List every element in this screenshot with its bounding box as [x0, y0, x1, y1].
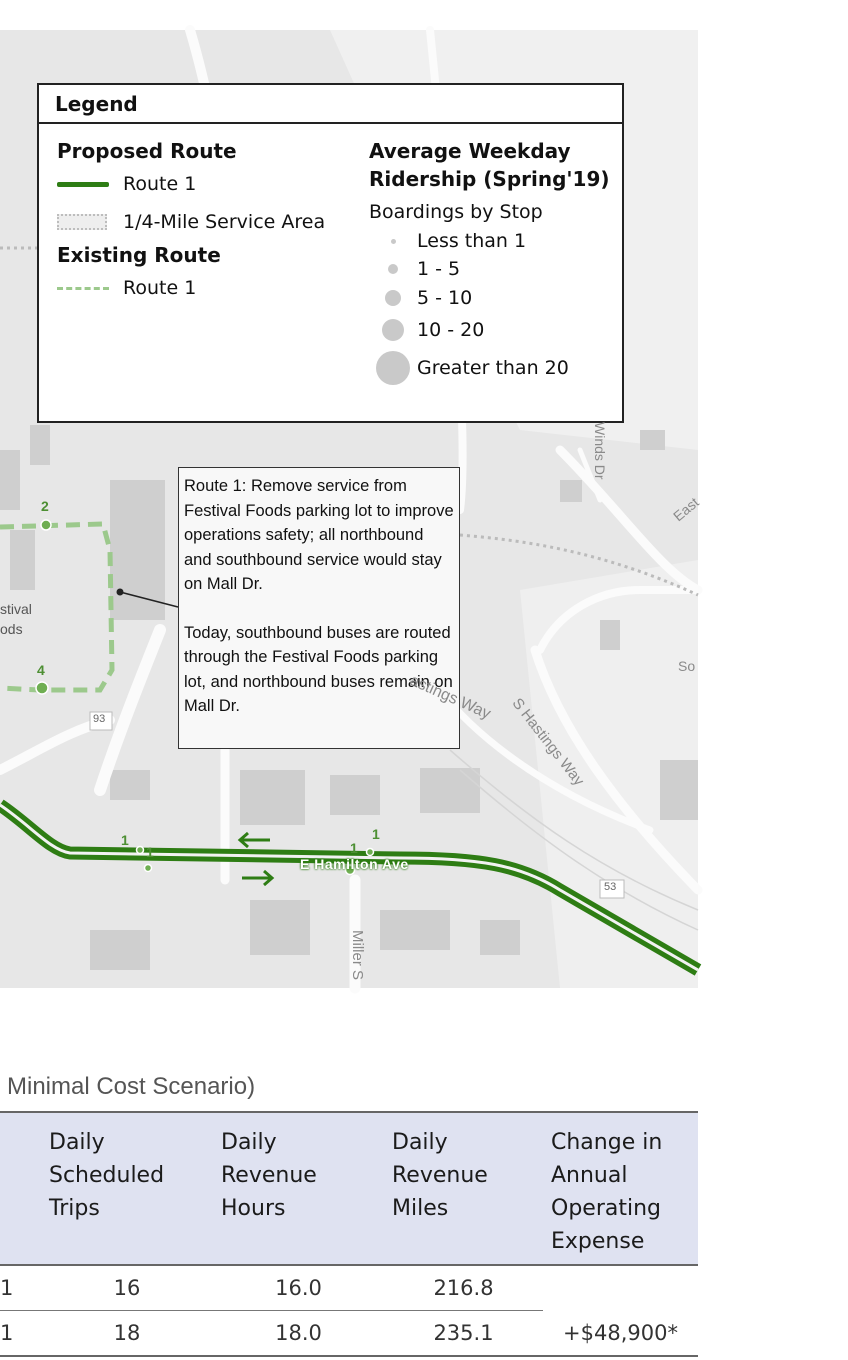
- legend-title: Legend: [39, 85, 622, 124]
- legend-label: Route 1: [123, 173, 197, 195]
- table-row: [0, 1265, 698, 1311]
- highway-shield-93: 93: [93, 713, 106, 725]
- cell-hours: 18.0: [213, 1311, 384, 1357]
- stop-label: 1: [121, 832, 129, 848]
- stop-label: 4: [37, 662, 45, 678]
- callout-paragraph-1: Route 1: Remove service from Festival Foods parking lot to improve operations safety; all northbound and southbound service would stay on Mall Dr.: [184, 477, 454, 593]
- legend-label: Less than 1: [417, 230, 527, 252]
- legend-existing-heading: Existing Route: [57, 243, 221, 267]
- legend-ridership-sub: Boardings by Stop: [369, 201, 543, 223]
- stop-label: 1: [146, 844, 154, 860]
- header-daily-revenue-hours: Daily Revenue Hours: [213, 1112, 384, 1265]
- place-label-foods: ods: [0, 621, 23, 637]
- header-route: [0, 1112, 41, 1265]
- route-metrics-table: [0, 1111, 698, 1357]
- street-label-so: So: [678, 658, 696, 674]
- route-map[interactable]: [0, 30, 702, 988]
- cell-trips: 16: [41, 1265, 213, 1311]
- legend-proposed-heading: Proposed Route: [57, 139, 237, 163]
- legend-label: 5 - 10: [417, 287, 473, 309]
- highway-shield-53: 53: [604, 881, 617, 893]
- street-label-hastings: S Hastings Way: [508, 695, 588, 790]
- header-daily-revenue-miles: Daily Revenue Miles: [384, 1112, 543, 1265]
- stop-label: 1: [350, 840, 358, 856]
- legend-ridership-heading-1: Average Weekday: [369, 139, 571, 163]
- legend-label: 1/4-Mile Service Area: [123, 211, 326, 233]
- legend-label: Route 1: [123, 277, 197, 299]
- table-header-row: [0, 1112, 698, 1265]
- street-label-hastings-2: astings Way: [407, 672, 494, 723]
- place-label-festival: stival: [0, 601, 32, 617]
- legend-label: 1 - 5: [417, 258, 461, 280]
- street-label-winds: Winds Dr: [592, 422, 608, 480]
- cell-trips: 18: [41, 1311, 213, 1357]
- legend-label: Greater than 20: [417, 357, 569, 379]
- route-change-callout: [178, 467, 460, 749]
- cell-miles: 235.1: [384, 1311, 543, 1357]
- callout-paragraph-2: Today, southbound buses are routed through the Festival Foods parking lot, and northbound buses remain on Mall Dr.: [184, 623, 453, 715]
- street-label-hamilton: E Hamilton Ave: [300, 856, 409, 872]
- street-label-east: East: [670, 493, 702, 525]
- header-change-operating-expense: Change in Annual Operating Expense: [543, 1112, 698, 1265]
- table-caption: Minimal Cost Scenario): [7, 1073, 256, 1100]
- cell-route: 1: [0, 1311, 41, 1357]
- cell-expense-change: +$48,900*: [543, 1265, 698, 1356]
- legend-label: 10 - 20: [417, 319, 485, 341]
- cell-hours: 16.0: [213, 1265, 384, 1311]
- header-daily-scheduled-trips: Daily Scheduled Trips: [41, 1112, 213, 1265]
- stop-label: 2: [41, 498, 49, 514]
- cell-miles: 216.8: [384, 1265, 543, 1311]
- stop-label: 1: [372, 826, 380, 842]
- cell-route: 1: [0, 1265, 41, 1311]
- legend-ridership-heading-2: Ridership (Spring'19): [369, 167, 610, 191]
- street-label-miller: Miller S: [349, 930, 366, 981]
